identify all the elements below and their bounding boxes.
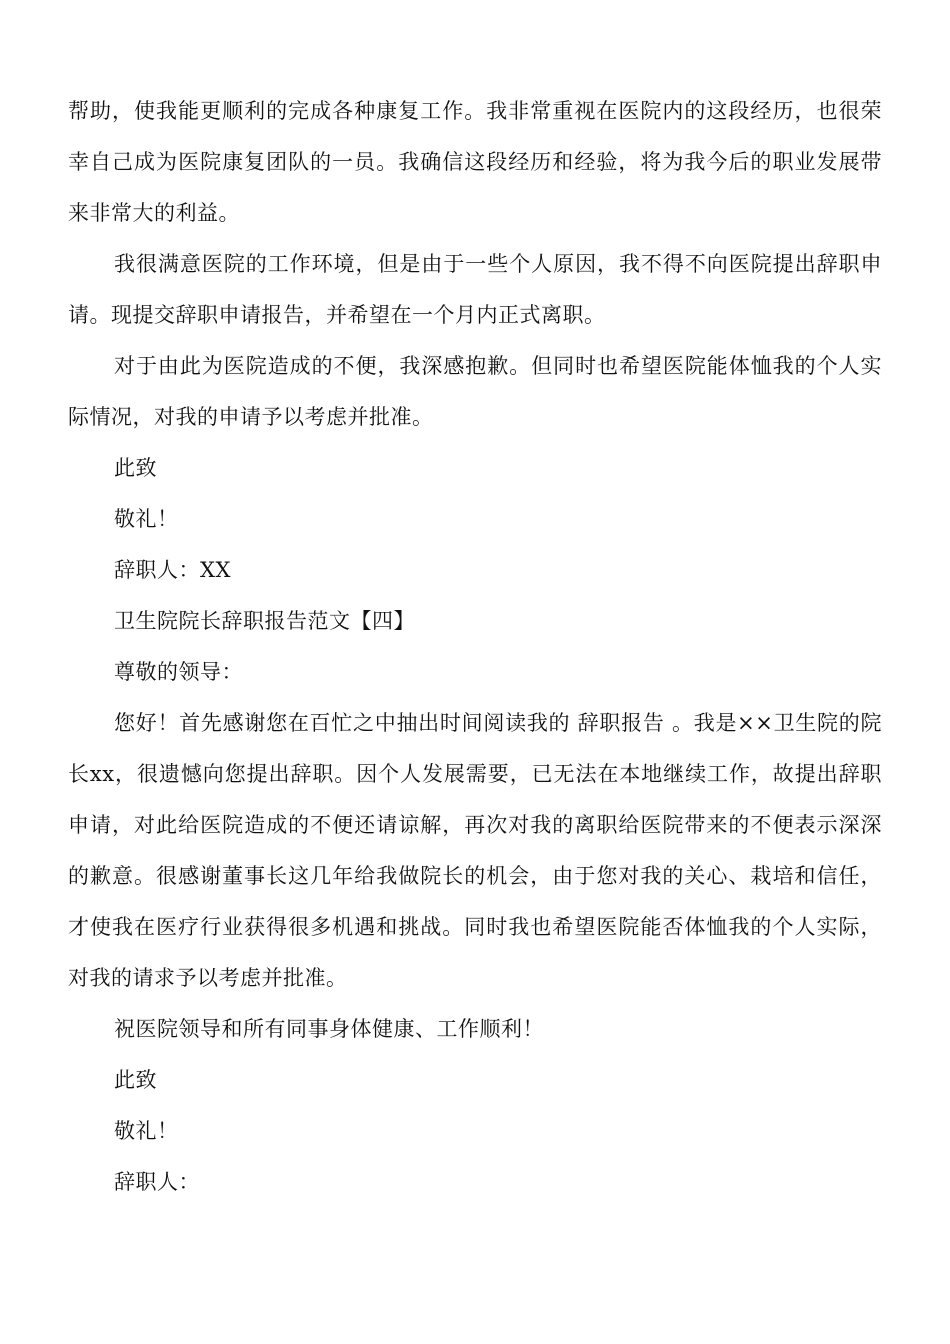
- paragraph-main-body: 您好！首先感谢您在百忙之中抽出时间阅读我的 辞职报告 。我是××卫生院的院长xx，很遗憾向您提出辞职。因个人发展需要，已无法在本地继续工作，故提出辞职申请，对此给医院造成的不便还请谅解，再次对我的离职给医院带来的不便表示深深的歉意。很感谢董事长这几年给我做院长的机会，由于您对我的关心、栽培和信任，才使我在医疗行业获得很多机遇和挑战。同时我也希望医院能否体恤我的个人实际，对我的请求予以考虑并批准。: [68, 711, 882, 990]
- closing-salutation: 此致: [114, 456, 157, 480]
- closing-salutation-2: 此致: [114, 1068, 157, 1092]
- closing-signer: 辞职人：XX: [114, 558, 231, 582]
- paragraph-resignation-reason: 我很满意医院的工作环境，但是由于一些个人原因，我不得不向医院提出辞职申请。现提交辞职申请报告，并希望在一个月内正式离职。: [68, 252, 882, 327]
- closing-regards: 敬礼！: [114, 507, 179, 531]
- section-title: 卫生院院长辞职报告范文【四】: [114, 609, 415, 633]
- paragraph-apology: 对于由此为医院造成的不便，我深感抱歉。但同时也希望医院能体恤我的个人实际情况，对我的申请予以考虑并批准。: [68, 354, 882, 429]
- closing-signer-2: 辞职人：: [114, 1170, 200, 1194]
- paragraph-continuation: 帮助，使我能更顺利的完成各种康复工作。我非常重视在医院内的这段经历，也很荣幸自己成为医院康复团队的一员。我确信这段经历和经验，将为我今后的职业发展带来非常大的利益。: [68, 99, 882, 225]
- letter-greeting: 尊敬的领导：: [114, 660, 243, 684]
- closing-regards-2: 敬礼！: [114, 1119, 179, 1143]
- paragraph-wishes: 祝医院领导和所有同事身体健康、工作顺利！: [114, 1017, 544, 1041]
- document-body: [68, 86, 882, 1208]
